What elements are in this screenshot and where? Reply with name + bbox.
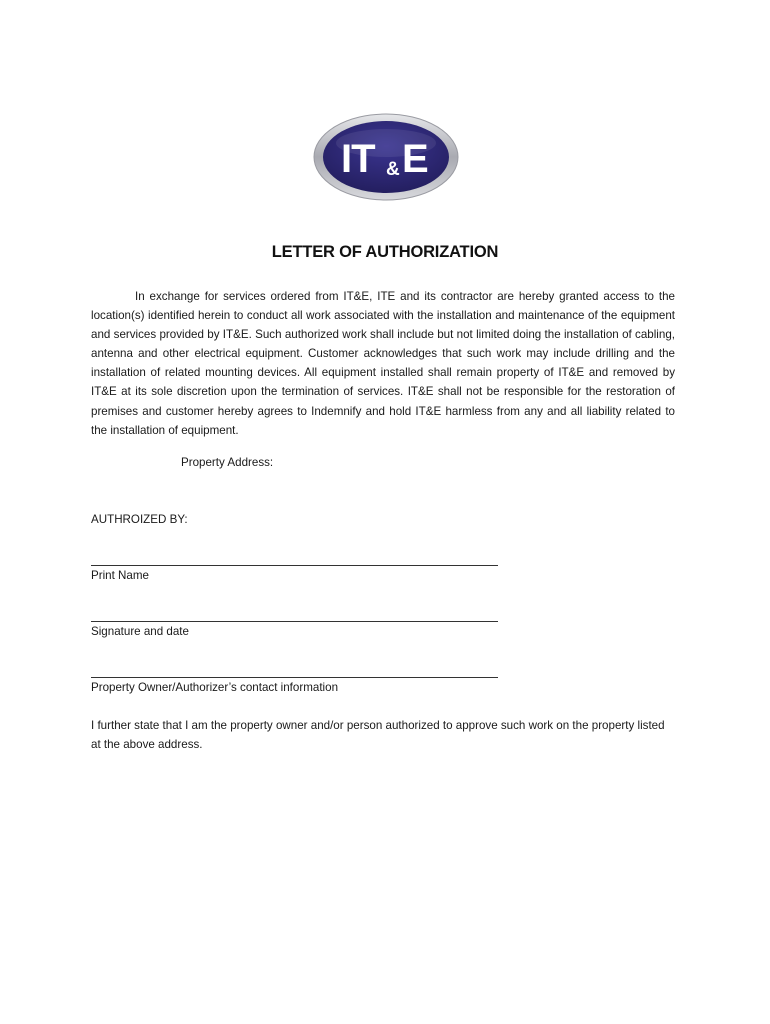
print-name-label: Print Name: [91, 569, 149, 582]
svg-text:E: E: [402, 137, 429, 181]
signature-date-label: Signature and date: [91, 625, 189, 638]
ite-logo-emblem: [313, 113, 459, 201]
document-title: LETTER OF AUTHORIZATION: [271, 243, 499, 261]
signature-date-signature-line: [91, 621, 498, 622]
authorized-by-label: AUTHROIZED BY:: [91, 513, 188, 526]
contact-info-signature-line: [91, 677, 498, 678]
company-logo: [313, 113, 459, 201]
authorization-body: In exchange for services ordered from IT&E, ITE and its contractor are hereby granted access to the location(s) identified herein to conduct all work associated with the installation and maintenance of the equipment and services provided by IT&E. Such authorized work shall include but not limited doing the installation of cabling, antenna and other electrical equipment. Customer acknowledges that such work may include drilling and the installation of related mounting devices. All equipment installed shall remain property of IT&E and removed by IT&E at its sole discretion upon the termination of services. IT&E shall not be responsible for the restoration of premises and customer hereby agrees to Indemnify and hold IT&E harmless from any and all liability related to the installation of equipment.: [91, 290, 675, 437]
print-name-signature-line: [91, 565, 498, 566]
property-address-label: Property Address:: [181, 456, 274, 469]
svg-text:&: &: [386, 159, 400, 180]
closing-statement: I further state that I am the property owner and/or person authorized to approve such work on the property listed at the above address.: [91, 719, 665, 752]
contact-info-label: Property Owner/Authorizer’s contact information: [91, 681, 339, 694]
svg-text:IT: IT: [341, 137, 375, 181]
